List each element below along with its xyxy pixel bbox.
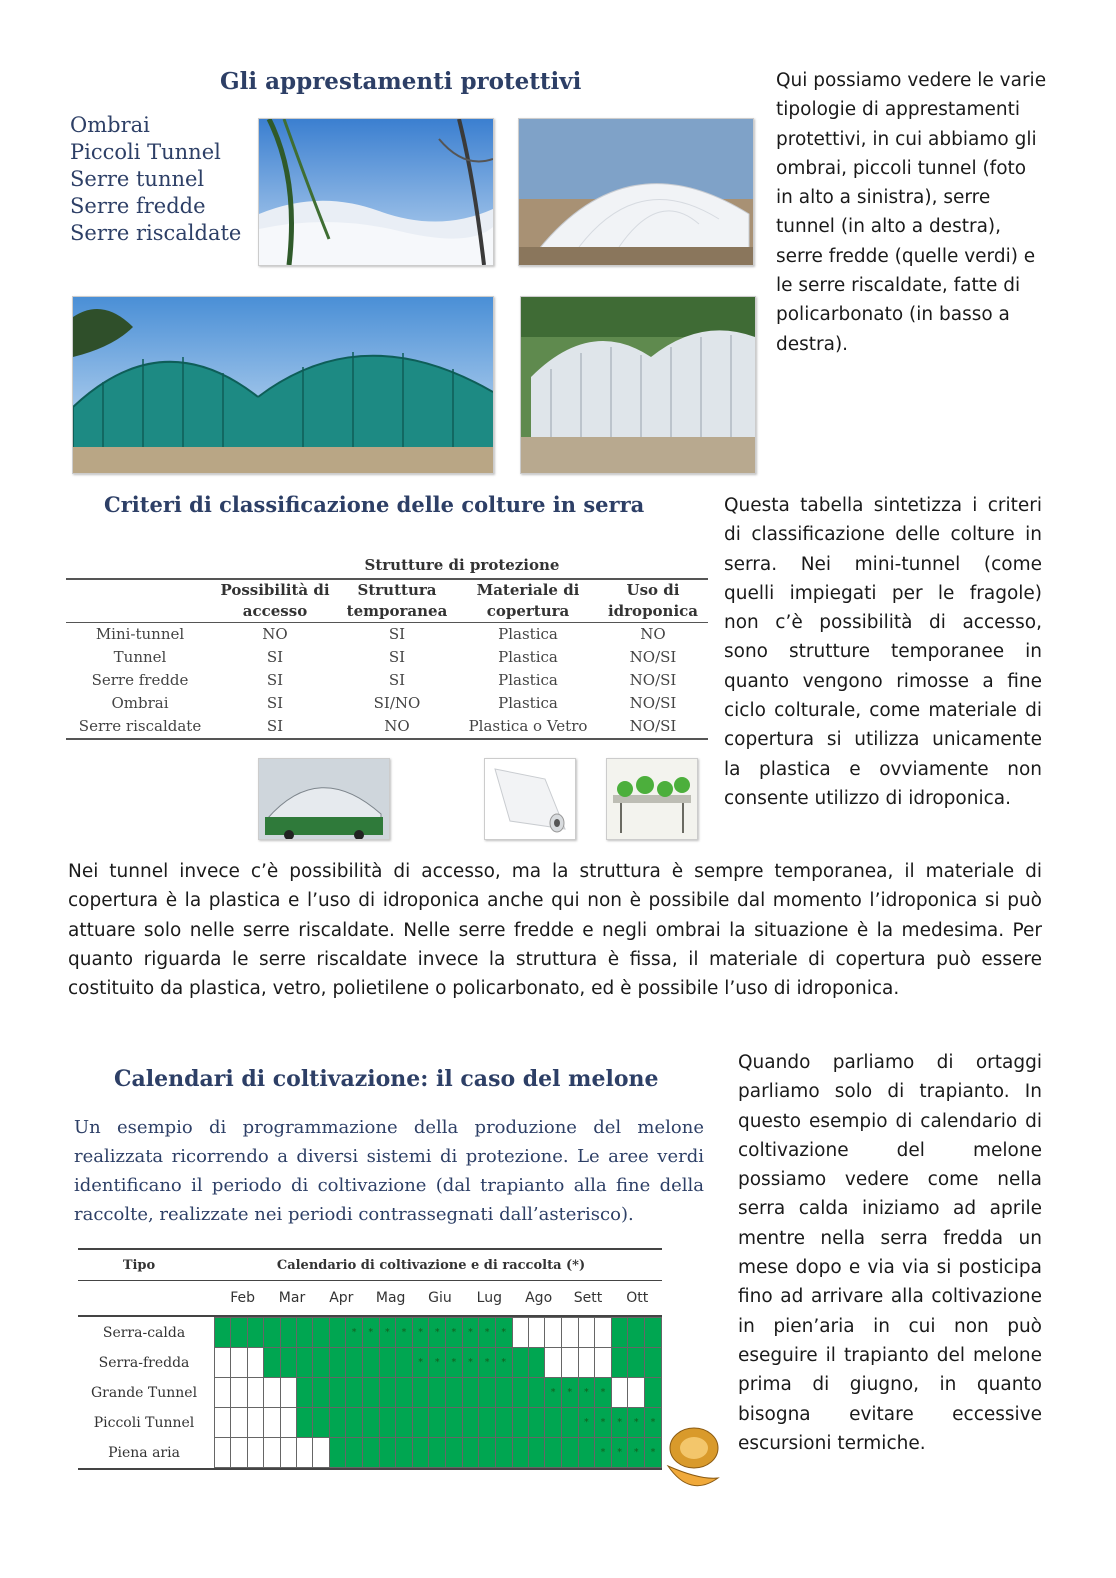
- calendar-cell: [512, 1318, 528, 1348]
- calendar-cell: *: [495, 1348, 512, 1378]
- calendar-cell: *: [379, 1318, 396, 1348]
- photo-hydroponics: [606, 758, 698, 840]
- classification-table: [66, 580, 708, 740]
- table-cell: SI: [388, 671, 406, 689]
- calendar-cell: *: [479, 1318, 496, 1348]
- row-label: Ombrai: [111, 694, 169, 712]
- calendar-cell: [215, 1408, 231, 1438]
- calendar-cell: [578, 1318, 595, 1348]
- calendar-cell: [313, 1408, 329, 1438]
- calendar-col-tipo: Tipo: [122, 1257, 156, 1273]
- calendar-cell: [396, 1348, 413, 1378]
- section2-side-text: Questa tabella sintetizza i criteri di classificazione delle colture in serra. Nei mini-tunnel (come quelli impiegati per le fragole) non c’è possibilità di accesso, sono strutture temporanee in quanto vengono rimosse a fine ciclo colturale, come materiale di copertura si utilizza unicamente la plastica e ovviamente non consente utilizzo di idroponica.: [724, 495, 1042, 809]
- calendar-cell: [362, 1408, 379, 1438]
- calendar-row-label: Piena aria: [108, 1444, 180, 1461]
- calendar-cell: [280, 1378, 296, 1408]
- calendar-cell: [528, 1348, 544, 1378]
- month-label: Giu: [428, 1290, 452, 1306]
- month-label: Apr: [329, 1290, 354, 1306]
- table-header-row: [66, 580, 708, 623]
- section3-intro: Un esempio di programmazione della produzione del melone realizzata ricorrendo a diversi sistemi di protezione. Le aree verdi identificano il periodo di coltivazione (dal trapianto alla fine della raccolte, realizzate nei periodi contrassegnati dall’asterisco).: [74, 1117, 704, 1225]
- table-row: [66, 623, 708, 647]
- section3-side-text: Quando parliamo di ortaggi parliamo solo di trapianto. In questo esempio di calendario di coltivazione del melone possiamo vedere come nella serra calda iniziamo ad aprile mentre nella serra fredda un mese dopo e via via si posticipa fino ad arrivare alla coltivazione in pien’aria in cui non può eseguire il trapianto del melone prima di giugno, in quanto bisogna evitare eccessive escursioni termiche.: [738, 1052, 1042, 1454]
- calendar-row: [78, 1348, 662, 1378]
- month-label: Ago: [525, 1290, 553, 1306]
- calendar-cell: [346, 1438, 363, 1468]
- calendar-cell: [231, 1348, 247, 1378]
- calendar-cell: *: [462, 1318, 479, 1348]
- calendar-cell: [528, 1318, 544, 1348]
- calendar-cell: [231, 1318, 247, 1348]
- list-item: Ombrai: [70, 113, 150, 137]
- calendar-cell: [215, 1438, 231, 1468]
- calendar-cell: [512, 1438, 528, 1468]
- table-cell: Plastica o Vetro: [468, 717, 588, 735]
- calendar-cell: [645, 1348, 662, 1378]
- calendar-cell: [362, 1438, 379, 1468]
- section1-description: Qui possiamo vedere le varie tipologie di apprestamenti protettivi, in cui abbiamo gli ombrai, piccoli tunnel (foto in alto a sinistra), serre tunnel (in alto a destra), serre fredde (quelle verdi) e le serre riscaldate, fatte di policarbonato (in basso a destra).: [776, 70, 1047, 355]
- calendar-cell: [346, 1348, 363, 1378]
- table-cell: Plastica: [498, 671, 558, 689]
- calendar-cell: [297, 1408, 313, 1438]
- calendar-cell: [346, 1408, 363, 1438]
- calendar-cell: [628, 1378, 645, 1408]
- calendar-cell: [396, 1378, 413, 1408]
- row-label: Tunnel: [113, 648, 167, 666]
- row-label: Serre riscaldate: [78, 717, 202, 735]
- photo-tunnel-vehicle: [258, 758, 390, 840]
- table-group-header: Strutture di protezione: [364, 556, 560, 574]
- month-label: Ott: [626, 1290, 649, 1306]
- calendar-cell: *: [645, 1408, 662, 1438]
- calendar-cell: [280, 1438, 296, 1468]
- calendar-cell: *: [412, 1318, 429, 1348]
- calendar-row: [78, 1408, 662, 1438]
- photo-heated-greenhouse: [520, 296, 756, 474]
- calendar-cell: [429, 1378, 446, 1408]
- calendar-cell: *: [545, 1378, 562, 1408]
- calendar-cell: *: [446, 1318, 463, 1348]
- month-label: Lug: [476, 1290, 502, 1306]
- calendar-cell: [280, 1408, 296, 1438]
- photo-shade-house: [72, 296, 494, 474]
- calendar-cell: *: [495, 1318, 512, 1348]
- calendar-cell: *: [578, 1378, 595, 1408]
- calendar-cell: [313, 1348, 329, 1378]
- table-cell: SI: [266, 648, 284, 666]
- calendar-cell: [396, 1438, 413, 1468]
- table-cell: NO/SI: [629, 648, 677, 666]
- section3-title: Calendari di coltivazione: il caso del melone: [114, 1066, 659, 1092]
- month-label: Mar: [278, 1290, 306, 1306]
- list-item: Serre riscaldate: [70, 221, 242, 245]
- calendar-cell: [297, 1348, 313, 1378]
- calendar-cell: [595, 1318, 612, 1348]
- calendar-cell: [412, 1378, 429, 1408]
- calendar-cell: *: [628, 1438, 645, 1468]
- calendar-cell: [628, 1348, 645, 1378]
- table-cell: NO/SI: [629, 694, 677, 712]
- table-cell: SI/NO: [373, 694, 421, 712]
- photo-tunnel-greenhouse: [518, 118, 754, 266]
- calendar-cell: [495, 1408, 512, 1438]
- calendar-cell: *: [595, 1438, 612, 1468]
- calendar-cell: [379, 1378, 396, 1408]
- calendar-cell: [329, 1408, 345, 1438]
- col-header: Materiale di copertura: [476, 581, 580, 620]
- calendar-cell: [462, 1438, 479, 1468]
- calendar-row: [78, 1438, 662, 1468]
- calendar-cell: [611, 1348, 628, 1378]
- calendar-cell: [215, 1348, 231, 1378]
- calendar-cell: [379, 1438, 396, 1468]
- calendar-cell: [247, 1348, 263, 1378]
- calendar-cell: *: [396, 1318, 413, 1348]
- calendar-cell: [396, 1408, 413, 1438]
- calendar-cell: [247, 1438, 263, 1468]
- calendar-cell: *: [479, 1348, 496, 1378]
- calendar-cell: [528, 1408, 544, 1438]
- melon-illustration: [660, 1418, 722, 1498]
- col-header: Struttura temporanea: [346, 581, 448, 620]
- calendar-cell: [215, 1318, 231, 1348]
- calendar-cell: [611, 1378, 628, 1408]
- table-cell: SI: [266, 671, 284, 689]
- calendar-cell: *: [362, 1318, 379, 1348]
- calendar-row-label: Serra-fredda: [98, 1354, 190, 1371]
- calendar-grid: [78, 1317, 662, 1468]
- calendar-cell: *: [446, 1348, 463, 1378]
- calendar-cell: *: [578, 1408, 595, 1438]
- calendar-cell: [578, 1438, 595, 1468]
- table-row: [66, 646, 708, 669]
- calendar-cell: [495, 1438, 512, 1468]
- month-label: Mag: [375, 1290, 406, 1306]
- month-row: [78, 1281, 662, 1317]
- calendar-cell: [595, 1348, 612, 1378]
- calendar-cell: [429, 1438, 446, 1468]
- calendar-cell: [313, 1318, 329, 1348]
- calendar-cell: [313, 1438, 329, 1468]
- table-cell: SI: [266, 717, 284, 735]
- calendar-cell: [545, 1408, 562, 1438]
- calendar-cell: [215, 1378, 231, 1408]
- calendar-cell: [545, 1348, 562, 1378]
- calendar-row: [78, 1378, 662, 1408]
- table-row: [66, 715, 708, 739]
- calendar-cell: [429, 1408, 446, 1438]
- calendar-cell: *: [429, 1318, 446, 1348]
- calendar-cell: [231, 1438, 247, 1468]
- table-cell: NO: [262, 625, 288, 643]
- calendar-row-label: Serra-calda: [102, 1324, 186, 1341]
- section2-full-text: Nei tunnel invece c’è possibilità di accesso, ma la struttura è sempre temporanea, il materiale di copertura è la plastica e l’uso di idroponica anche qui non è possibile dal momento l’idroponica si può attuare solo nelle serre riscaldate. Nelle serre fredde e negli ombrai la situazione è la medesima. Per quanto riguarda le serre riscaldate invece la struttura è fissa, il materiale di copertura può essere costituito da plastica, vetro, polietilene o policarbonato, ed è possibile l’uso di idroponica.: [68, 861, 1042, 1000]
- calendar-cell: [495, 1378, 512, 1408]
- calendar-cell: [412, 1408, 429, 1438]
- calendar-cell: [379, 1408, 396, 1438]
- calendar-cell: [412, 1438, 429, 1468]
- section2-title: Criteri di classificazione delle colture in serra: [104, 492, 645, 517]
- photo-small-tunnel: [258, 118, 494, 266]
- calendar-cell: [561, 1438, 578, 1468]
- calendar-row-label: Grande Tunnel: [90, 1384, 198, 1401]
- table-cell: Plastica: [498, 648, 558, 666]
- calendar-cell: [329, 1318, 345, 1348]
- calendar-cell: *: [561, 1378, 578, 1408]
- calendar-cell: [313, 1378, 329, 1408]
- calendar-cell: [329, 1348, 345, 1378]
- calendar-cell: *: [645, 1438, 662, 1468]
- calendar-wrap: [78, 1248, 662, 1470]
- calendar-cell: *: [462, 1348, 479, 1378]
- calendar-cell: *: [412, 1348, 429, 1378]
- calendar-cell: [264, 1318, 280, 1348]
- calendar-cell: [545, 1438, 562, 1468]
- calendar-cell: [446, 1408, 463, 1438]
- classification-table-wrap: [66, 552, 708, 740]
- calendar-cell: [528, 1378, 544, 1408]
- calendar-cell: [446, 1378, 463, 1408]
- calendar-col-cal: Calendario di coltivazione e di raccolta (*): [276, 1257, 586, 1273]
- calendar-cell: [479, 1378, 496, 1408]
- table-cell: NO/SI: [629, 671, 677, 689]
- calendar-cell: [346, 1378, 363, 1408]
- table-cell: Plastica: [498, 625, 558, 643]
- calendar-cell: [280, 1318, 296, 1348]
- calendar-cell: [561, 1408, 578, 1438]
- list-item: Piccoli Tunnel: [70, 140, 221, 164]
- calendar-cell: [247, 1318, 263, 1348]
- calendar-cell: [297, 1438, 313, 1468]
- calendar-cell: [297, 1318, 313, 1348]
- calendar-cell: *: [611, 1408, 628, 1438]
- table-cell: NO/SI: [629, 717, 677, 735]
- calendar-cell: [231, 1378, 247, 1408]
- list-item: Serre fredde: [70, 194, 206, 218]
- calendar-cell: *: [346, 1318, 363, 1348]
- table-row: [66, 669, 708, 692]
- calendar-cell: [628, 1318, 645, 1348]
- section1-title: Gli apprestamenti protettivi: [220, 68, 582, 95]
- calendar-cell: [362, 1378, 379, 1408]
- calendar-cell: [479, 1408, 496, 1438]
- month-label: Feb: [230, 1290, 256, 1306]
- month-label: Sett: [573, 1290, 603, 1306]
- calendar-cell: *: [429, 1348, 446, 1378]
- calendar-cell: [264, 1408, 280, 1438]
- calendar-cell: [362, 1348, 379, 1378]
- calendar-cell: [264, 1378, 280, 1408]
- calendar-cell: [280, 1348, 296, 1378]
- calendar-cell: *: [628, 1408, 645, 1438]
- table-cell: SI: [388, 648, 406, 666]
- calendar-cell: [561, 1348, 578, 1378]
- calendar-cell: [462, 1378, 479, 1408]
- calendar-cell: [231, 1408, 247, 1438]
- calendar-cell: [561, 1318, 578, 1348]
- calendar-cell: [512, 1348, 528, 1378]
- calendar-cell: [247, 1378, 263, 1408]
- calendar-cell: [264, 1348, 280, 1378]
- calendar-cell: [528, 1438, 544, 1468]
- calendar-cell: [611, 1318, 628, 1348]
- calendar-cell: *: [595, 1408, 612, 1438]
- table-cell: SI: [266, 694, 284, 712]
- calendar-cell: *: [611, 1438, 628, 1468]
- calendar-cell: [329, 1438, 345, 1468]
- calendar-row: [78, 1318, 662, 1348]
- calendar-header: [78, 1250, 662, 1281]
- calendar-cell: [462, 1408, 479, 1438]
- calendar-cell: [264, 1438, 280, 1468]
- photo-plastic-roll: [484, 758, 576, 840]
- calendar-row-label: Piccoli Tunnel: [93, 1414, 195, 1431]
- table-cell: SI: [388, 625, 406, 643]
- calendar-cell: [329, 1378, 345, 1408]
- table-cell: NO: [384, 717, 410, 735]
- calendar-cell: [512, 1378, 528, 1408]
- calendar-cell: [446, 1438, 463, 1468]
- calendar-cell: [512, 1408, 528, 1438]
- calendar-cell: [645, 1378, 662, 1408]
- calendar-cell: *: [595, 1378, 612, 1408]
- table-cell: Plastica: [498, 694, 558, 712]
- list-item: Serre tunnel: [70, 167, 205, 191]
- table-cell: NO: [640, 625, 666, 643]
- calendar-cell: [545, 1318, 562, 1348]
- calendar-cell: [379, 1348, 396, 1378]
- calendar-cell: [578, 1348, 595, 1378]
- row-label: Mini-tunnel: [95, 625, 185, 643]
- table-row: [66, 692, 708, 715]
- calendar-cell: [479, 1438, 496, 1468]
- col-header: Uso di idroponica: [607, 581, 699, 620]
- calendar-cell: [645, 1318, 662, 1348]
- calendar-cell: [247, 1408, 263, 1438]
- protection-type-list: [70, 112, 250, 247]
- col-header: Possibilità di accesso: [220, 581, 330, 620]
- row-label: Serre fredde: [91, 671, 189, 689]
- calendar-cell: [297, 1378, 313, 1408]
